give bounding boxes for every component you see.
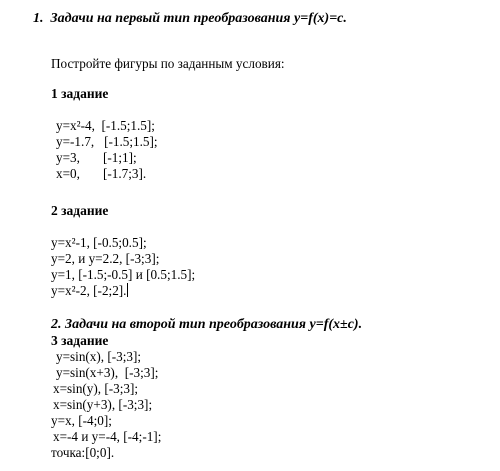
task-1-line: y=3, [-1;1]; [56,150,137,165]
task-3-line: y=x, [-4;0]; [51,413,112,428]
task-3-line: x=sin(y+3), [-3;3]; [53,397,153,412]
task-1-line: y=x²-4, [-1.5;1.5]; [56,118,155,133]
heading-type-2: 2. Задачи на второй тип преобразования y=f(x±c). [51,317,363,332]
task-3-line: точка:[0;0]. [51,445,115,460]
heading-type-1: 1. Задачи на первый тип преобразования y=f(x)=c. [33,11,347,26]
task-3-title: 3 задание [51,333,109,348]
instruction-text: Постройте фигуры по заданным условия: [51,56,285,71]
task-2-line [51,283,128,299]
task-2-line: y=1, [-1.5;-0.5] и [0.5;1.5]; [51,267,196,282]
task-1-line: x=0, [-1.7;3]. [56,166,147,181]
task-3-line: y=sin(x+3), [-3;3]; [56,365,159,380]
task-2-title: 2 задание [51,203,109,218]
task-2-line-text: y=x²-2, [-2;2]. [51,283,127,298]
task-1-title: 1 задание [51,86,109,101]
task-3-line: x=-4 и y=-4, [-4;-1]; [53,429,162,444]
text-cursor [127,283,128,297]
task-2-line: y=x²-1, [-0.5;0.5]; [51,235,147,250]
task-1-line: y=-1.7, [-1.5;1.5]; [56,134,158,149]
task-3-line: x=sin(y), [-3;3]; [53,381,139,396]
task-2-line: y=2, и y=2.2, [-3;3]; [51,251,160,266]
task-3-line: y=sin(x), [-3;3]; [56,349,142,364]
